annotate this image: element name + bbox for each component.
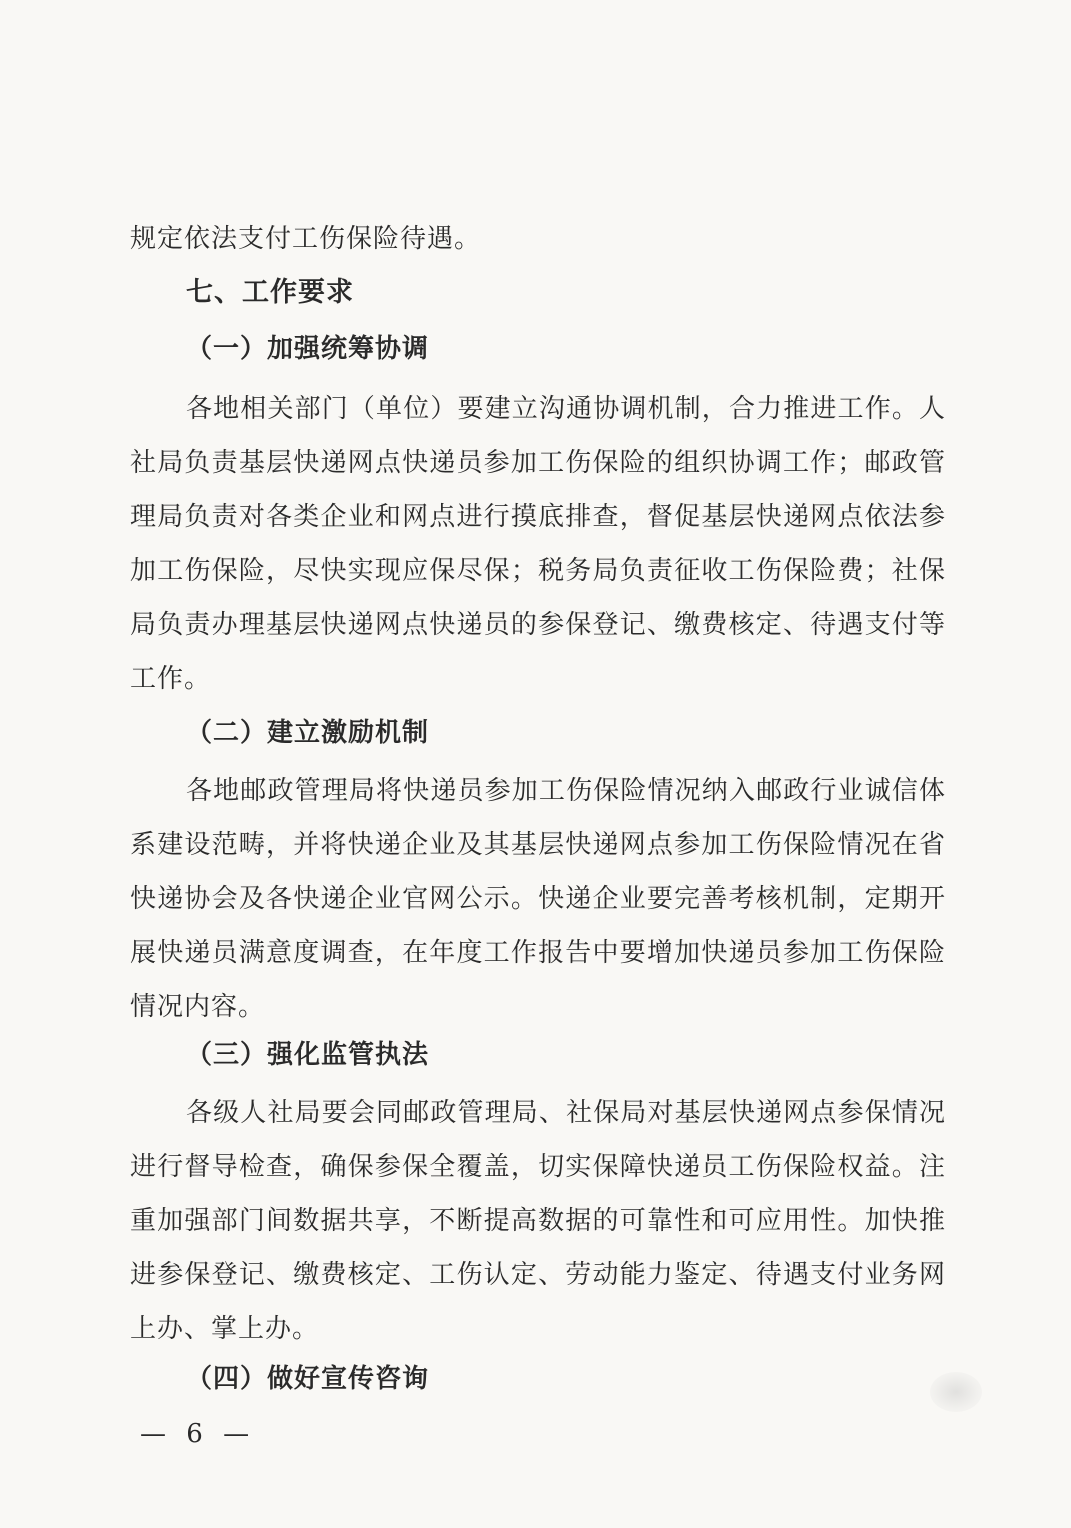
intro-paragraph: 规定依法支付工伤保险待遇。: [130, 224, 482, 254]
subsection-body-2: 各地邮政管理局将快递员参加工伤保险情况纳入邮政行业诚信体系建设范畴，并将快递企业及其基层快递网点参加工伤保险情况在省快递协会及各快递企业官网公示。快递企业要完善考核机制，定期开展快递员满意度调查，在年度工作报告中要增加快递员参加工伤保险情况内容。: [130, 776, 946, 1022]
section-title: 七、工作要求: [186, 277, 354, 308]
subsection-body-1: 各地相关部门（单位）要建立沟通协调机制，合力推进工作。人社局负责基层快递网点快递员参加工伤保险的组织协调工作；邮政管理局负责对各类企业和网点进行摸底排查，督促基层快递网点依法参加工伤保险，尽快实现应保尽保；税务局负责征收工伤保险费；社保局负责办理基层快递网点快递员的参保登记、缴费核定、待遇支付等工作。: [130, 394, 946, 694]
subsection-heading-1: （一）加强统筹协调: [186, 334, 430, 364]
subsection-heading-4: （四）做好宣传咨询: [186, 1364, 430, 1394]
subsection-body-3: 各级人社局要会同邮政管理局、社保局对基层快递网点参保情况进行督导检查，确保参保全覆盖，切实保障快递员工伤保险权益。注重加强部门间数据共享，不断提高数据的可靠性和可应用性。加快推进参保登记、缴费核定、工伤认定、劳动能力鉴定、待遇支付业务网上办、掌上办。: [130, 1098, 946, 1344]
subsection-heading-2: （二）建立激励机制: [186, 718, 430, 748]
scan-smudge: [930, 1372, 982, 1412]
subsection-heading-3: （三）强化监管执法: [186, 1040, 430, 1070]
page-number: — 6 —: [140, 1419, 256, 1449]
